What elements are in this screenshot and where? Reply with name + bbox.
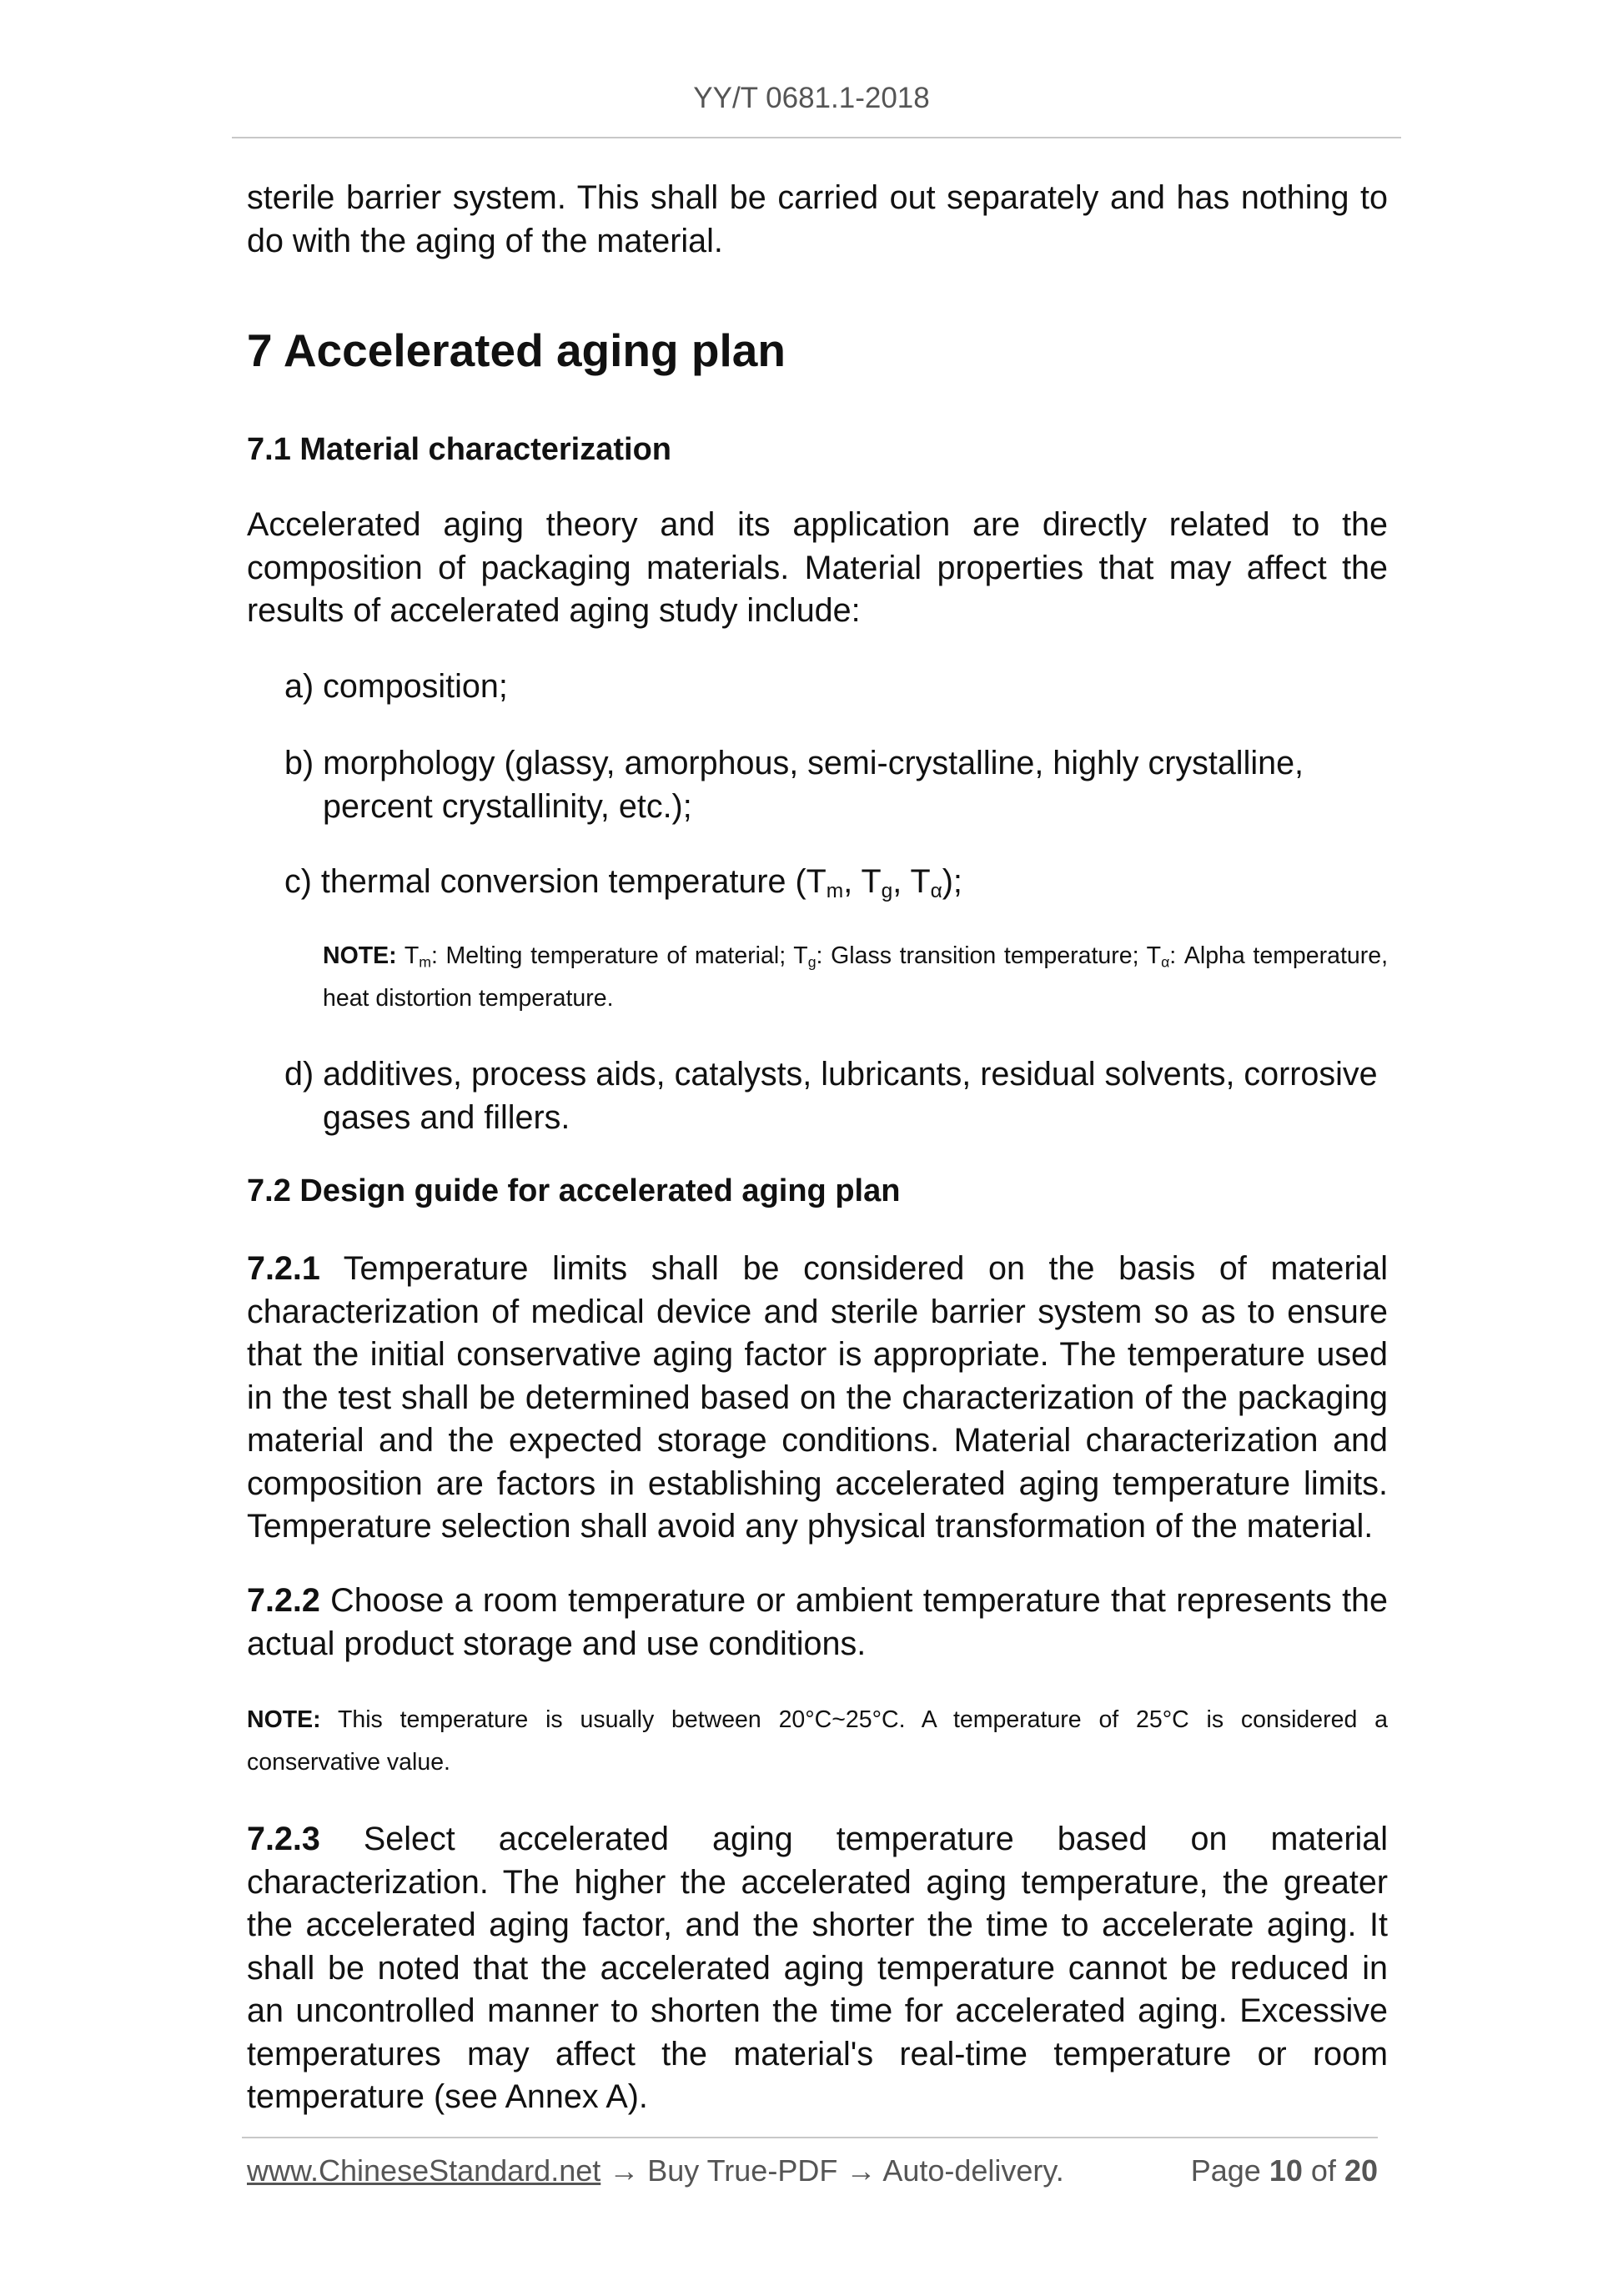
- page-label: Page: [1190, 2153, 1261, 2188]
- page-indicator: [1191, 2153, 1378, 2188]
- note-ta-text: : Alpha temperature, heat distortion temperature.: [323, 942, 1388, 1012]
- clause-7-2-3-number: 7.2.3: [247, 1821, 320, 1857]
- note-subscript-m: m: [419, 953, 431, 971]
- note-subscript-alpha: α: [1161, 953, 1170, 971]
- note-room-temperature: [247, 1699, 1388, 1784]
- list-item-d-line2: gases and fillers.: [323, 1098, 570, 1136]
- intro-text: sterile barrier system. This shall be carried out separately and has nothing to do with the aging of the material.: [247, 179, 1388, 259]
- page-header: YY/T 0681.1-2018: [693, 82, 930, 114]
- clause-7-2-3: [247, 1818, 1388, 2119]
- list-item-b-line1: b) morphology (glassy, amorphous, semi-crystalline, highly crystalline,: [284, 745, 1304, 781]
- header-divider: [232, 137, 1401, 138]
- list-item-d-line1: d) additives, process aids, catalysts, lubricants, residual solvents, corrosive: [284, 1056, 1378, 1093]
- list-item-a: a) composition;: [284, 668, 508, 705]
- clause-7-2-3-text: Select accelerated aging temperature based on material characterization. The higher the accelerated aging temperature, the greater the accelerated aging factor, and the shorter the time to accelerate aging. It shall be noted that the accelerated aging temperature cannot be reduced in an uncontrolled manner to shorten the time for accelerated aging. Excessive temperatures may affect the material's real-time temperature or room temperature (see Annex A).: [247, 1821, 1388, 2115]
- list-item-c: c) thermal conversion temperature ($T_m$, $T_g$, $T_\alpha$);: [284, 863, 962, 903]
- footer-tagline: → Buy True-PDF → Auto-delivery.: [600, 2153, 1064, 2188]
- clause-7-2-2: [247, 1580, 1388, 1665]
- note2-label: NOTE:: [247, 1706, 321, 1733]
- note-temperatures: NOTE: $T_m$: Melting temperature of material; $T_g$: Glass transition temperature; $T_\alpha$: Alpha temperature, heat distortion temperature.: [323, 942, 1388, 1012]
- note2-text: This temperature is usually between 20°C~25°C. A temperature of 25°C is considered a conservative value.: [247, 1706, 1388, 1776]
- subscript-alpha: α: [930, 880, 942, 903]
- website-link[interactable]: www.ChineseStandard.net: [247, 2153, 601, 2188]
- section-7-1-heading: 7.1 Material characterization: [247, 432, 671, 467]
- section-7-heading: 7 Accelerated aging plan: [247, 324, 786, 376]
- clause-7-2-1: [247, 1248, 1388, 1549]
- clause-7-2-2-text: Choose a room temperature or ambient temperature that represents the actual product storage and use conditions.: [247, 1582, 1388, 1662]
- section-7-2-heading: 7.2 Design guide for accelerated aging plan: [247, 1173, 901, 1208]
- list-item-b-line2: percent crystallinity, etc.);: [323, 787, 692, 825]
- clause-7-2-2-number: 7.2.2: [247, 1582, 320, 1619]
- subscript-m: m: [826, 880, 844, 903]
- list-item-b: [284, 742, 1388, 828]
- list-item-c-end: );: [942, 863, 962, 900]
- note-label: NOTE:: [323, 942, 397, 969]
- note-subscript-g: g: [807, 953, 817, 971]
- footer-divider: [242, 2137, 1378, 2138]
- intro-paragraph: [247, 177, 1388, 263]
- clause-7-2-1-text: Temperature limits shall be considered on the basis of material characterization of medical device and sterile barrier system so as to ensure that the initial conservative aging factor is appropriate. The temperature used in the test shall be determined based on the characterization of the packaging material and the expected storage conditions. Material characterization and composition are factors in establishing accelerated aging temperature limits. Temperature selection shall avoid any physical transformation of the material.: [247, 1250, 1388, 1545]
- section-7-1-text: Accelerated aging theory and its application are directly related to the composition of packaging materials. Material properties that may affect the results of accelerated aging study include:: [247, 506, 1388, 629]
- note-tm-text: : Melting temperature of material; T: [430, 942, 808, 969]
- page-number: 10: [1269, 2153, 1303, 2188]
- page-total: 20: [1344, 2153, 1378, 2188]
- page-footer: [247, 2153, 1378, 2188]
- note-tg-text: : Glass transition temperature; T: [816, 942, 1162, 969]
- subscript-g: g: [881, 880, 893, 903]
- of-label: of: [1310, 2153, 1336, 2188]
- list-item-d: [284, 1053, 1388, 1139]
- section-7-1-paragraph: [247, 504, 1388, 633]
- list-item-c-text: c) thermal conversion temperature (T: [284, 863, 827, 900]
- clause-7-2-1-number: 7.2.1: [247, 1250, 320, 1287]
